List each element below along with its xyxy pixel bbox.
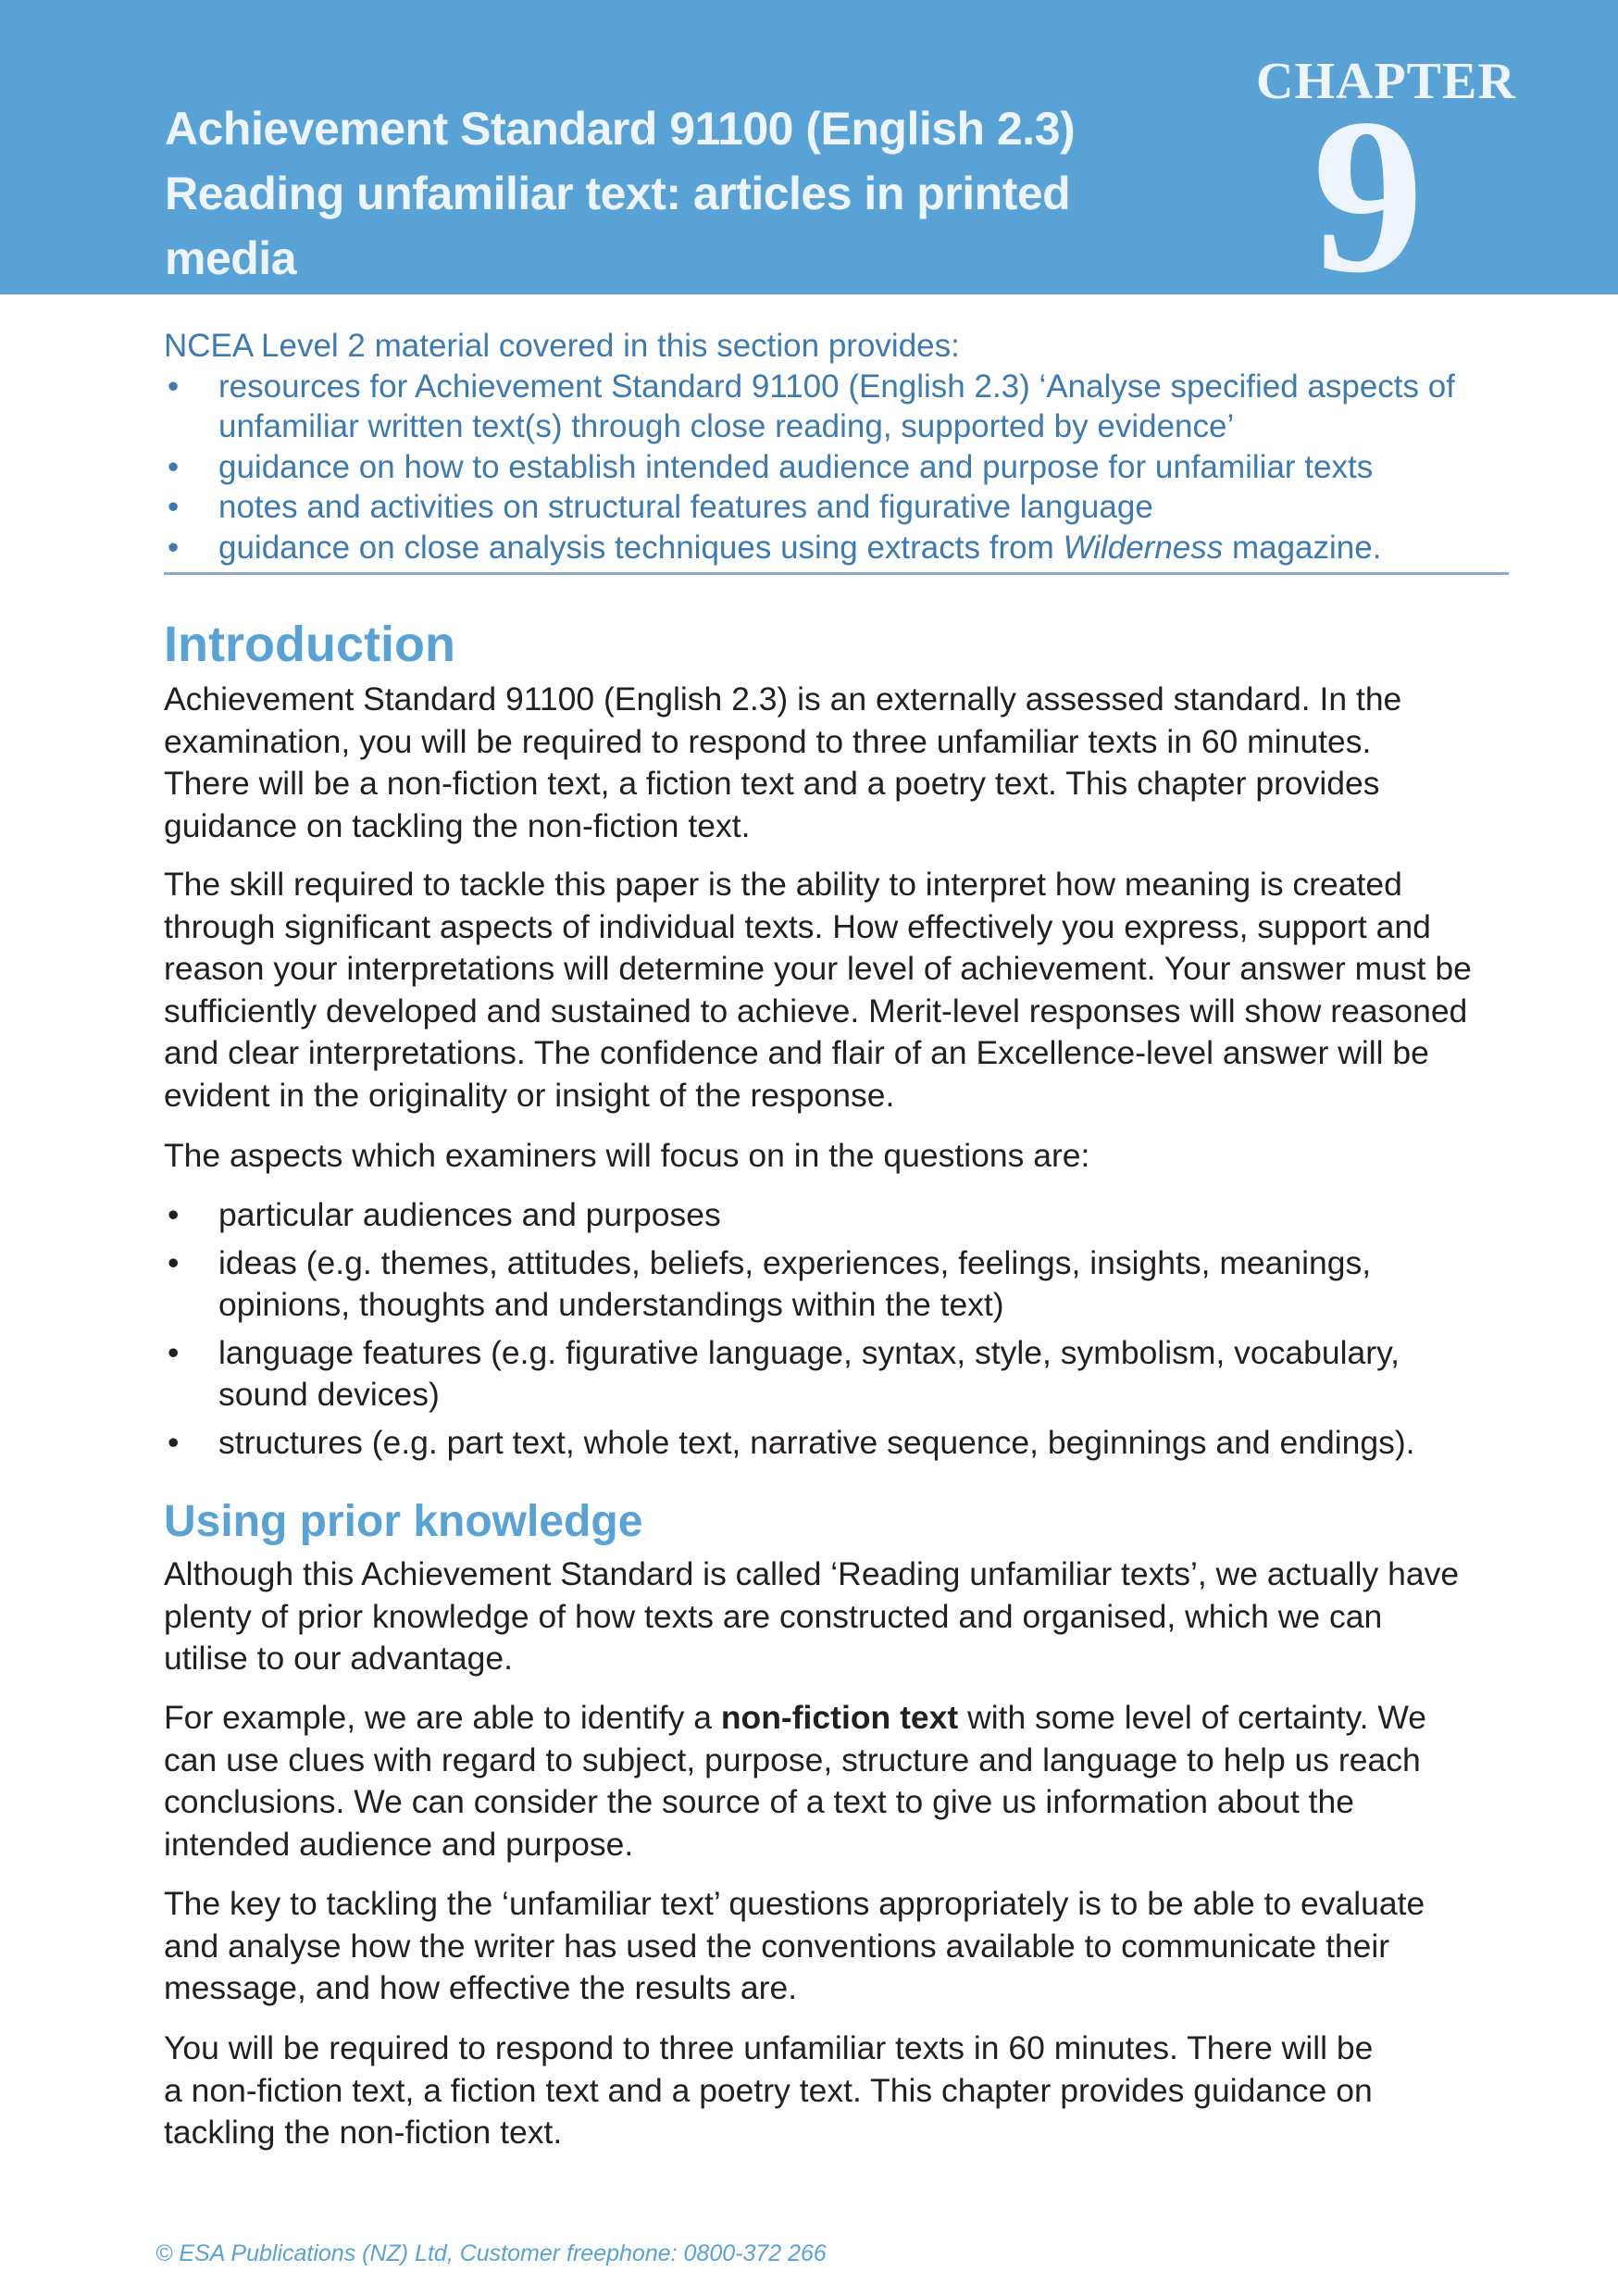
paragraph-line: The aspects which examiners will focus on in the questions are: [164, 1137, 1090, 1174]
text-run: magazine. [1223, 529, 1382, 566]
list-item [164, 1422, 1525, 1465]
chapter-header-band [0, 0, 1618, 318]
paragraph-line: examination, you will be required to respond to three unfamiliar texts in 60 minutes. [164, 722, 1372, 760]
list-item [164, 528, 1515, 568]
text-run: For example, we are able to identify a [164, 1699, 721, 1736]
paragraph-line: You will be required to respond to three unfamiliar texts in 60 minutes. There will be [164, 2029, 1374, 2066]
bullet-icon: • [168, 1243, 180, 1281]
introduction-paragraph-1 [164, 679, 1525, 847]
paragraph-line: a non-fiction text, a fiction text and a poetry text. This chapter provides guidance on [164, 2071, 1373, 2109]
paragraph-line: conclusions. We can consider the source of a text to give us information about the [164, 1783, 1354, 1820]
paragraph-line: guidance on tackling the non-fiction text. [164, 806, 751, 844]
bullet-icon: • [168, 448, 180, 485]
text-run: with some level of certainty. We [958, 1699, 1426, 1736]
chapter-label: CHAPTER [1256, 53, 1516, 110]
chapter-title [165, 96, 1201, 291]
list-item [164, 487, 1515, 528]
prior-knowledge-paragraph-4 [164, 2028, 1525, 2154]
paragraph-line: can use clues with regard to subject, purpose, structure and language to help us reach [164, 1741, 1421, 1778]
paragraph-line: Achievement Standard 91100 (English 2.3) is an externally assessed standard. In the [164, 680, 1402, 718]
list-item [164, 1242, 1525, 1327]
paragraph-line: The key to tackling the ‘unfamiliar text’ questions appropriately is to be able to evaluate [164, 1885, 1425, 1922]
aspects-bullet-list [164, 1194, 1525, 1464]
paragraph-line: There will be a non-fiction text, a fiction text and a poetry text. This chapter provides [164, 765, 1380, 802]
section-divider [164, 572, 1509, 575]
list-item-line: particular audiences and purposes [218, 1196, 721, 1233]
ncea-summary [164, 326, 1515, 568]
prior-knowledge-paragraph-2 [164, 1697, 1525, 1866]
list-item-line: sound devices) [218, 1376, 440, 1413]
paragraph-line: sufficiently developed and sustained to achieve. Merit-level responses will show reasoned [164, 992, 1468, 1029]
list-item [164, 1194, 1525, 1237]
ncea-bullet-list [164, 367, 1515, 568]
bullet-icon: • [168, 368, 180, 405]
bullet-icon: • [168, 1423, 180, 1461]
text-run: guidance on close analysis techniques using extracts from [218, 529, 1064, 566]
bullet-icon: • [168, 1196, 180, 1233]
list-item-line: unfamiliar written text(s) through close reading, supported by evidence’ [218, 408, 1235, 444]
introduction-heading: Introduction [164, 617, 455, 672]
list-item-line: ideas (e.g. themes, attitudes, beliefs, experiences, feelings, insights, meanings, [218, 1243, 1372, 1281]
magazine-title: Wilderness [1063, 529, 1224, 566]
paragraph-line: through significant aspects of individual texts. How effectively you express, support and [164, 907, 1431, 945]
paragraph-line: utilise to our advantage. [164, 1640, 513, 1677]
list-item [164, 367, 1515, 447]
paragraph-line: message, and how effective the results are. [164, 1969, 798, 2006]
introduction-paragraph-2 [164, 864, 1525, 1117]
title-line-3: media [165, 232, 297, 284]
paragraph-line: The skill required to tackle this paper is the ability to interpret how meaning is created [164, 866, 1402, 903]
list-item-line: guidance on how to establish intended audience and purpose for unfamiliar texts [218, 448, 1374, 485]
list-item-line: structures (e.g. part text, whole text, narrative sequence, beginnings and endings). [218, 1423, 1415, 1461]
prior-knowledge-paragraph-1 [164, 1554, 1525, 1680]
list-item-line: opinions, thoughts and understandings within the text) [218, 1286, 1004, 1323]
aspects-list-container [164, 1194, 1525, 1469]
list-item-line: language features (e.g. figurative language, syntax, style, symbolism, vocabulary, [218, 1333, 1400, 1371]
chapter-number: 9 [1313, 72, 1424, 318]
paragraph-line: plenty of prior knowledge of how texts are constructed and organised, which we can [164, 1597, 1383, 1635]
emphasis-term: non-fiction text [720, 1699, 959, 1736]
paragraph-line [164, 1697, 1525, 1740]
ncea-intro: NCEA Level 2 material covered in this section provides: [164, 328, 960, 364]
title-line-2: Reading unfamiliar text: articles in printed [165, 168, 1071, 219]
prior-knowledge-paragraph-3 [164, 1883, 1525, 2010]
bullet-icon: • [168, 1333, 180, 1371]
paragraph-line: Although this Achievement Standard is called ‘Reading unfamiliar texts’, we actually have [164, 1555, 1460, 1592]
paragraph-line: evident in the originality or insight of the response. [164, 1076, 895, 1114]
bullet-icon: • [168, 529, 180, 566]
aspects-intro [164, 1135, 1525, 1178]
publisher-footer: © ESA Publications (NZ) Ltd, Customer freephone: 0800-372 266 [156, 2240, 827, 2266]
paragraph-line: reason your interpretations will determine your level of achievement. Your answer must be [164, 950, 1472, 987]
paragraph-line: intended audience and purpose. [164, 1825, 634, 1863]
list-item [164, 447, 1515, 488]
list-item-line [218, 528, 1515, 568]
list-item [164, 1332, 1525, 1416]
list-item-line: resources for Achievement Standard 91100 (English 2.3) ‘Analyse specified aspects of [218, 368, 1455, 405]
paragraph-line: and analyse how the writer has used the conventions available to communicate their [164, 1927, 1390, 1965]
paragraph-line: tackling the non-fiction text. [164, 2114, 563, 2151]
list-item-line: notes and activities on structural features and figurative language [218, 489, 1153, 525]
title-line-1: Achievement Standard 91100 (English 2.3) [165, 103, 1076, 155]
prior-knowledge-heading: Using prior knowledge [164, 1497, 643, 1546]
bullet-icon: • [168, 489, 180, 525]
paragraph-line: and clear interpretations. The confidence and flair of an Excellence-level answer will be [164, 1034, 1429, 1071]
